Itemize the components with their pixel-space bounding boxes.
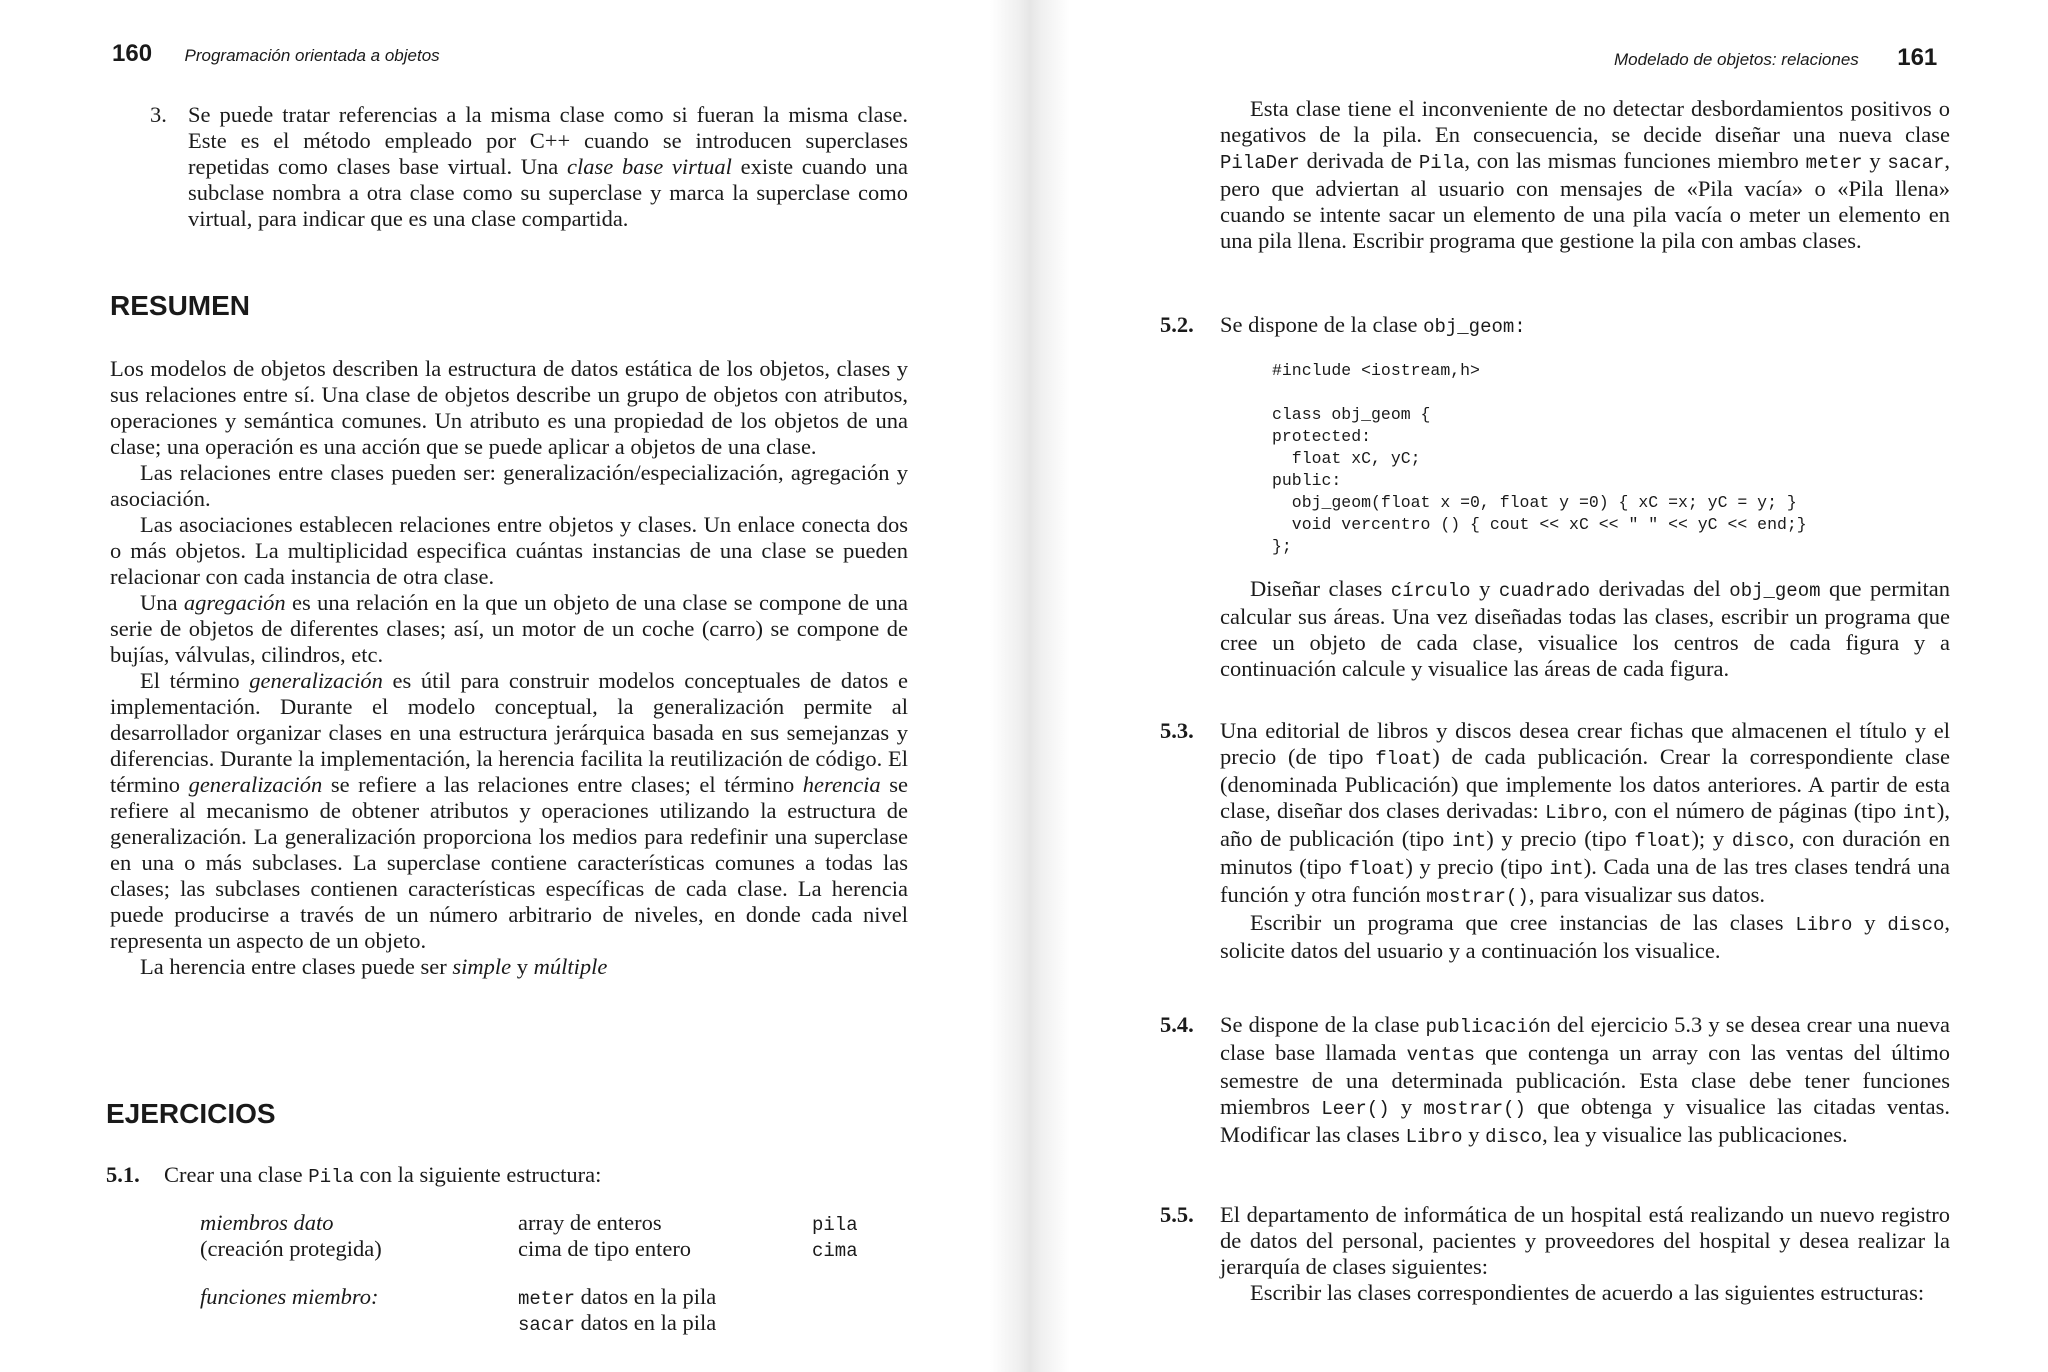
resumen-heading: RESUMEN (110, 290, 251, 321)
exercise-5-2-body: Diseñar clases círculo y cuadrado derivadas del obj_geom que permitan calcular sus áreas. Una vez diseñadas todas las clases, escribir un programa que cree un objeto de cada clase, visualice los centros de cada figura y a continuación calcule y visualice las áreas de cada figura. (1220, 576, 1950, 681)
table-cell: array de enteros (518, 1210, 662, 1235)
paragraph: Las relaciones entre clases pueden ser: generalización/especialización, agregación y asociación. (110, 460, 908, 511)
exercise-number: 5.1. (106, 1162, 140, 1187)
table-cell: cima (812, 1240, 858, 1262)
exercise-number: 5.3. (1160, 718, 1194, 743)
exercise-5-2-text: Se dispone de la clase obj_geom: (1220, 312, 1526, 338)
exercise-5-1-text: Crear una clase Pila con la siguiente estructura: (164, 1162, 602, 1188)
code-block: #include <iostream,h> class obj_geom { protected: float xC, yC; public: obj_geom(float x =0, float y =0) { xC =x; yC = y; } void vercentro () { cout << xC << " " << yC << end;} }; (1272, 361, 1807, 556)
running-title: Programación orientada a objetos (184, 46, 440, 65)
exercise-5-4-text: Se dispone de la clase publicación del ejercicio 5.3 y se desea crear una nueva clase base llamada ventas que contenga un array con las ventas del último semestre de una determinada publicación. Esta clase debe tener funciones miembros Leer() y mostrar() que obtenga y visualice las citadas ventas. Modificar las clases Libro y disco, lea y visualice las publicaciones. (1220, 1012, 1951, 1148)
item-3-text: Se puede tratar referencias a la misma clase como si fueran la misma clase. Este es el método empleado por C++ cuando se introducen superclases repetidas como clases base virtual. Una clase base virtual existe cuando una subclase nombra a otra clase como su superclase y marca la superclase como virtual, para indicar que es una clase compartida. (188, 102, 908, 231)
paragraph: Una agregación es una relación en la que un objeto de una clase se compone de una serie de objetos de diferentes clases; así, un motor de un coche (carro) se compone de bujías, válvulas, cilindros, etc. (110, 590, 908, 667)
book-gutter (990, 0, 1070, 1372)
table-cell: (creación protegida) (200, 1236, 382, 1261)
ejercicios-heading: EJERCICIOS (106, 1098, 276, 1129)
page-header-left (112, 40, 440, 68)
exercise-5-1-continuation: Esta clase tiene el inconveniente de no detectar desbordamientos positivos o negativos de la pila. En consecuencia, se decide diseñar una nueva clase PilaDer derivada de Pila, con las mismas funciones miembro meter y sacar, pero que adviertan al usuario con mensajes de «Pila vacía» o «Pila llena» cuando se intente sacar un elemento de una pila vacía o meter un elemento en una pila llena. Escribir programa que gestione la pila con ambas clases. (1220, 96, 1950, 253)
exercise-5-3-text: Una editorial de libros y discos desea crear fichas que almacenen el título y el precio (de tipo float) de cada publicación. Crear la correspondiente clase (denominada Publicación) que implemente los datos anteriores. A partir de esta clase, diseñar dos clases derivadas: Libro, con el número de páginas (tipo int), año de publicación (tipo int) y precio (tipo float); y disco, con duración en minutos (tipo float) y precio (tipo int). Cada una de las tres clases tendrá una función y otra función mostrar(), para visualizar sus datos. Escribir un programa que cree instancias de las clases Libro y disco, solicite datos del usuario y a continuación los visualice. (1220, 718, 1951, 963)
structure-table (200, 1210, 900, 1350)
table-cell: meter datos en la pila (518, 1284, 717, 1310)
page-number: 161 (1897, 44, 1938, 71)
page-header-right (1614, 44, 1937, 72)
exercise-number: 5.5. (1160, 1202, 1194, 1227)
table-cell: funciones miembro: (200, 1284, 379, 1309)
exercise-number: 5.2. (1160, 312, 1194, 337)
page-number: 160 (112, 40, 153, 67)
table-cell: miembros dato (200, 1210, 334, 1235)
item-number: 3. (150, 102, 167, 127)
running-title: Modelado de objetos: relaciones (1614, 50, 1859, 69)
table-cell: sacar datos en la pila (518, 1310, 717, 1336)
paragraph: Las asociaciones establecen relaciones entre objetos y clases. Un enlace conecta dos o más objetos. La multiplicidad especifica cuántas instancias de una clase se pueden relacionar con cada instancia de otra clase. (110, 512, 908, 589)
paragraph: La herencia entre clases puede ser simple y múltiple (140, 954, 608, 979)
paragraph: El término generalización es útil para construir modelos conceptuales de datos e implementación. Durante el modelo conceptual, la generalización permite al desarrollador organizar clases en una estructura jerárquica basada en sus semejanzas y diferencias. Durante la implementación, la herencia facilita la reutilización de código. El término generalización se refiere a las relaciones entre clases; el término herencia se refiere al mecanismo de obtener atributos y operaciones utilizando la estructura de generalización. La generalización proporciona los medios para redefinir una superclase en una o más subclases. La superclase contiene características comunes a todas las clases; las subclases contienen características específicas de cada clase. La herencia puede producirse a través de un número arbitrario de niveles, en donde cada nivel representa un aspecto de un objeto. (110, 668, 909, 953)
paragraph: Los modelos de objetos describen la estructura de datos estática de los objetos, clases y sus relaciones entre sí. Una clase de objetos describe un grupo de objetos con atributos, operaciones y semántica comunes. Un atributo es una propiedad de los objetos de una clase; una operación es una acción que se puede aplicar a objetos de una clase. (110, 356, 908, 459)
resumen-body (110, 356, 908, 980)
exercise-5-5-text: El departamento de informática de un hospital está realizando un nuevo registro de datos del personal, pacientes y proveedores del hospital y desea realizar la jerarquía de clases siguientes: Escribir las clases correspondientes de acuerdo a las siguientes estructuras: (1220, 1202, 1950, 1305)
table-cell: pila (812, 1214, 858, 1236)
table-cell: cima de tipo entero (518, 1236, 692, 1261)
exercise-number: 5.4. (1160, 1012, 1194, 1037)
